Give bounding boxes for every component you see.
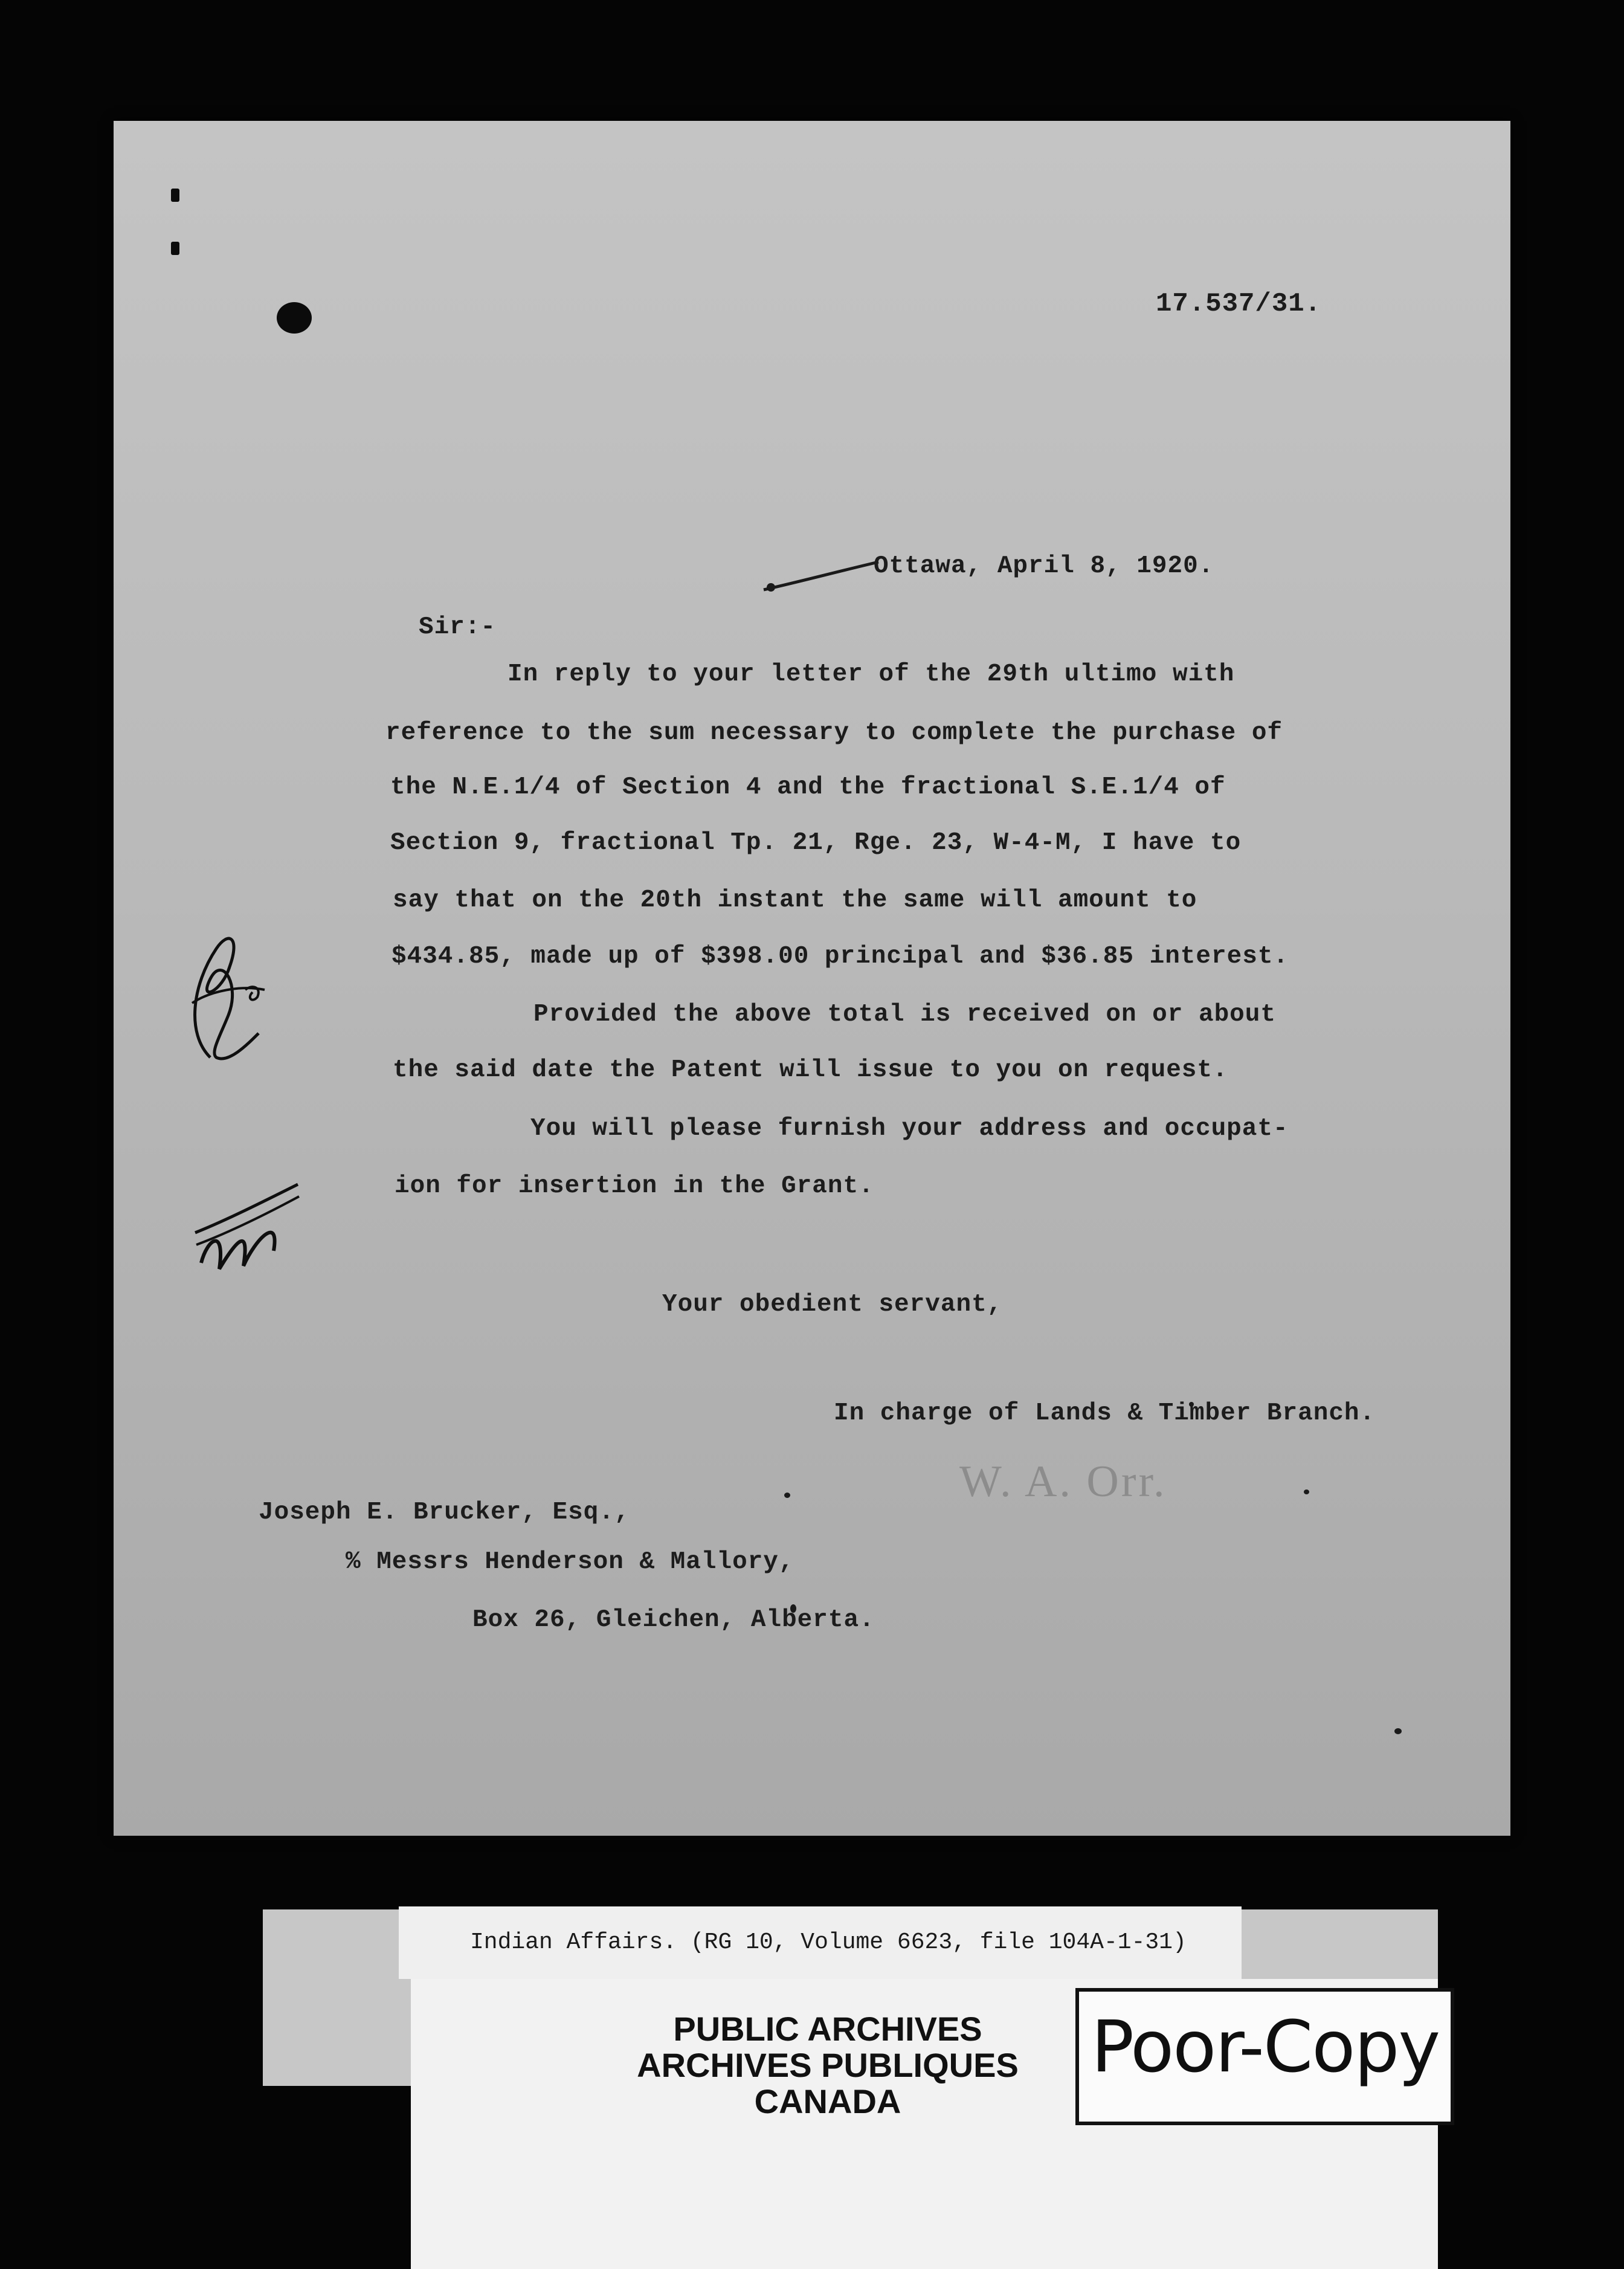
body-line: Section 9, fractional Tp. 21, Rge. 23, W-4-M, I have to [390, 829, 1242, 857]
poor-copy-stamp [1075, 1988, 1454, 2125]
letter-page [114, 121, 1510, 1836]
body-line: reference to the sum necessary to complete the purchase of [385, 719, 1283, 747]
file-number: 17.537/31. [1156, 289, 1322, 319]
body-line: You will please furnish your address and occupat- [530, 1115, 1289, 1143]
archive-line: ARCHIVES PUBLIQUES [637, 2046, 1019, 2084]
punch-mark [171, 242, 179, 255]
body-line: Provided the above total is received on or about [533, 1001, 1276, 1028]
punch-mark [171, 189, 179, 202]
body-line: the said date the Patent will issue to you on request. [393, 1056, 1228, 1084]
body-line: $434.85, made up of $398.00 principal and $36.85 interest. [392, 943, 1289, 970]
salutation: Sir:- [419, 613, 497, 641]
closing: Your obedient servant, [662, 1291, 1003, 1318]
body-line: say that on the 20th instant the same will amount to [393, 886, 1197, 914]
speck [1304, 1490, 1309, 1494]
signature-title: In charge of Lands & Timber Branch. [834, 1399, 1376, 1427]
reference-card [399, 1906, 1242, 1979]
pen-stroke [760, 550, 881, 598]
handwritten-initials [189, 1166, 304, 1287]
punch-hole [277, 302, 312, 334]
poor-copy-label: Poor-Copy [1091, 2005, 1440, 2088]
body-line: In reply to your letter of the 29th ultimo with [507, 660, 1235, 688]
place-date: Ottawa, April 8, 1920. [874, 552, 1214, 580]
handwritten-initials [174, 912, 271, 1070]
archive-reference: Indian Affairs. (RG 10, Volume 6623, file 104A-1-31) [470, 1929, 1187, 1955]
addressee-line: % Messrs Henderson & Mallory, [346, 1548, 794, 1576]
body-line: ion for insertion in the Grant. [395, 1172, 874, 1200]
speck [784, 1493, 790, 1498]
addressee-line: Joseph E. Brucker, Esq., [259, 1499, 630, 1526]
archive-line: PUBLIC ARCHIVES [673, 2010, 982, 2048]
signature-stamp: W. A. Orr. [959, 1457, 1167, 1506]
speck [1394, 1728, 1402, 1734]
body-line: the N.E.1/4 of Section 4 and the fractional S.E.1/4 of [390, 773, 1226, 801]
archive-line: CANADA [754, 2082, 901, 2120]
addressee-line: Box 26, Gleichen, Alberta. [472, 1606, 875, 1634]
